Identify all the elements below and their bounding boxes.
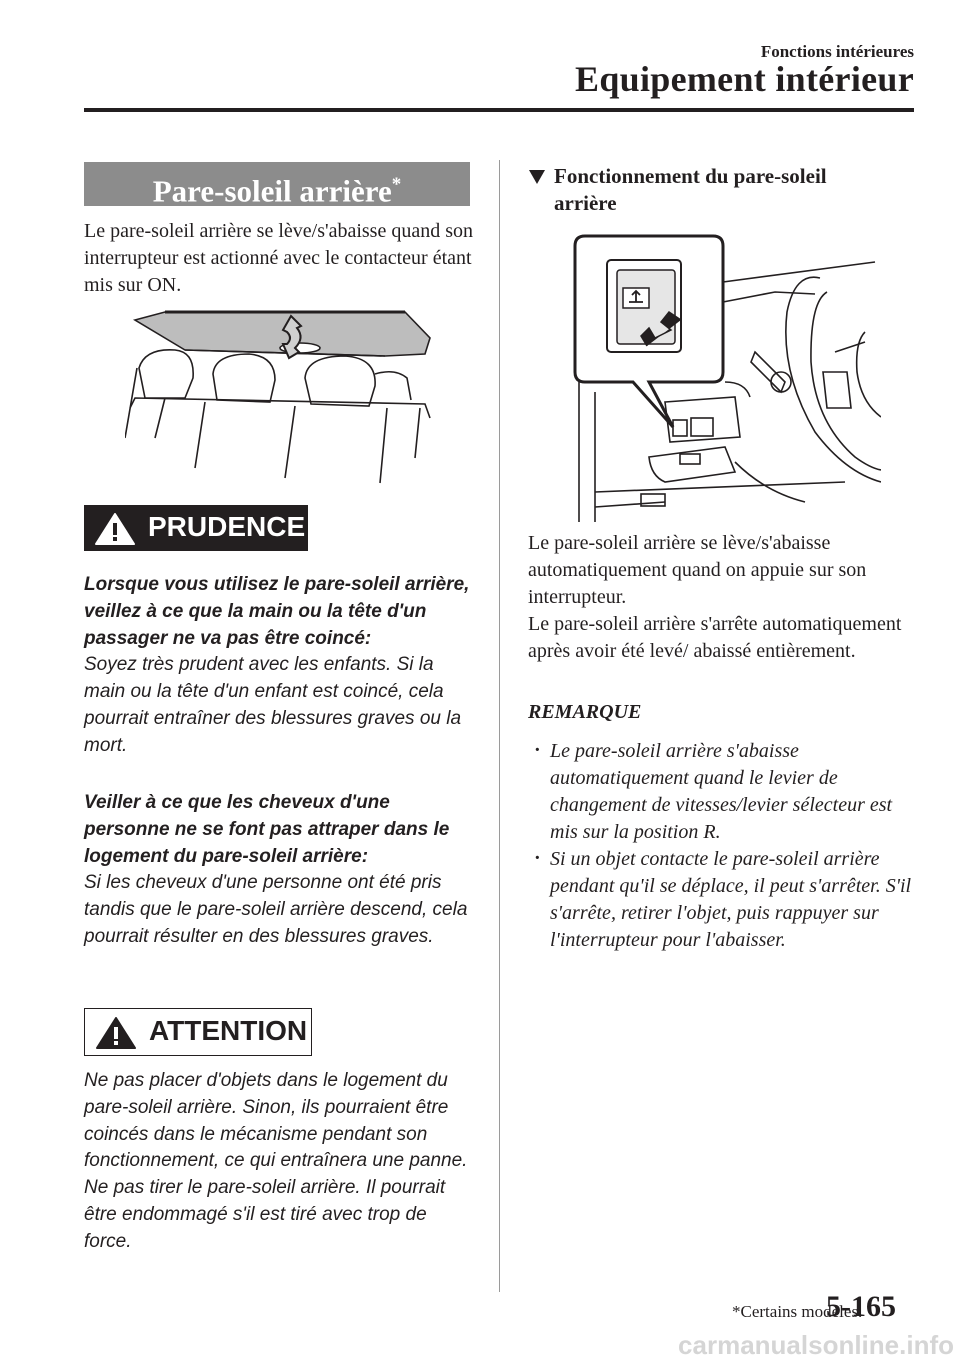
down-triangle-icon bbox=[528, 169, 546, 185]
caution-block-1-text: Soyez très prudent avec les enfants. Si la main ou la tête d'un enfant est coincé, cela pourrait entraîner des blessures graves ou la mort. bbox=[84, 654, 462, 756]
page-number: 5-165 bbox=[826, 1290, 896, 1323]
section-banner bbox=[84, 162, 470, 209]
attention-block bbox=[84, 1068, 476, 1256]
remark-list bbox=[530, 738, 920, 954]
operation-text-1: Le pare-soleil arrière se lève/s'abaisse automatiquement quand on appuie sur son interrupteur. bbox=[528, 532, 867, 608]
rear-sunshade-illustration bbox=[125, 308, 445, 484]
warning-triangle-icon bbox=[93, 511, 137, 547]
section-title: Pare-soleil arrière bbox=[152, 173, 392, 209]
attention-label bbox=[84, 1008, 312, 1056]
caution-block-2-title: Veiller à ce que les cheveux d'une personne ne se font pas attraper dans le logement du pare-soleil arrière: bbox=[84, 792, 450, 867]
sunshade-switch-icon bbox=[623, 288, 649, 308]
caution-block-2 bbox=[84, 790, 476, 951]
attention-text: ATTENTION bbox=[149, 1015, 308, 1046]
attention-text-1: Ne pas placer d'objets dans le logement du pare-soleil arrière. Sinon, ils pourraient être coincés dans le mécanisme pendant son fonctionnement, ce qui entraînera une panne. bbox=[84, 1070, 468, 1172]
remark-item: · Le pare-soleil arrière s'abaisse automatiquement quand le levier de changement de vitesses/levier sélecteur est mis sur la position R. bbox=[530, 738, 920, 846]
page-title: Equipement intérieur bbox=[575, 59, 914, 99]
operation-heading bbox=[528, 163, 888, 217]
column-divider bbox=[499, 160, 500, 1292]
caution-text: PRUDENCE bbox=[148, 511, 306, 542]
remark-item: · Si un objet contacte le pare-soleil arrière pendant qu'il se déplace, il peut s'arrêter. S'il s'arrête, retirer l'objet, puis rappuyer sur l'interrupteur pour l'abaisser. bbox=[530, 846, 920, 954]
section-title-marker: * bbox=[391, 174, 402, 195]
header-rule bbox=[84, 108, 914, 112]
caution-label bbox=[84, 505, 308, 551]
warning-triangle-icon bbox=[94, 1015, 138, 1051]
operation-text bbox=[528, 530, 918, 665]
caution-block-1-title: Lorsque vous utilisez le pare-soleil arrière, veillez à ce que la main ou la tête d'un passager ne va pas être coincé: bbox=[84, 574, 470, 649]
operation-heading-text: Fonctionnement du pare-soleil arrière bbox=[554, 164, 827, 215]
operation-text-2: Le pare-soleil arrière s'arrête automatiquement après avoir été levé/ abaissé entièrement. bbox=[528, 613, 902, 662]
caution-block-2-text: Si les cheveux d'une personne ont été pris tandis que le pare-soleil arrière descend, cela pourrait résulter en des blessures graves. bbox=[84, 872, 468, 947]
dashboard-switch-illustration bbox=[565, 232, 881, 522]
chapter-title: Fonctions intérieures bbox=[760, 42, 914, 61]
section-intro: Le pare-soleil arrière se lève/s'abaisse quand son interrupteur est actionné avec le contacteur étant mis sur ON. bbox=[84, 220, 473, 296]
attention-text-2: Ne pas tirer le pare-soleil arrière. Il pourrait être endommagé s'il est tiré avec trop de force. bbox=[84, 1177, 446, 1252]
caution-block-1 bbox=[84, 572, 476, 760]
footnote: *Certains modèles. bbox=[732, 1302, 863, 1321]
watermark: carmanualsonline.info bbox=[678, 1330, 954, 1360]
remark-label: REMARQUE bbox=[528, 701, 642, 723]
